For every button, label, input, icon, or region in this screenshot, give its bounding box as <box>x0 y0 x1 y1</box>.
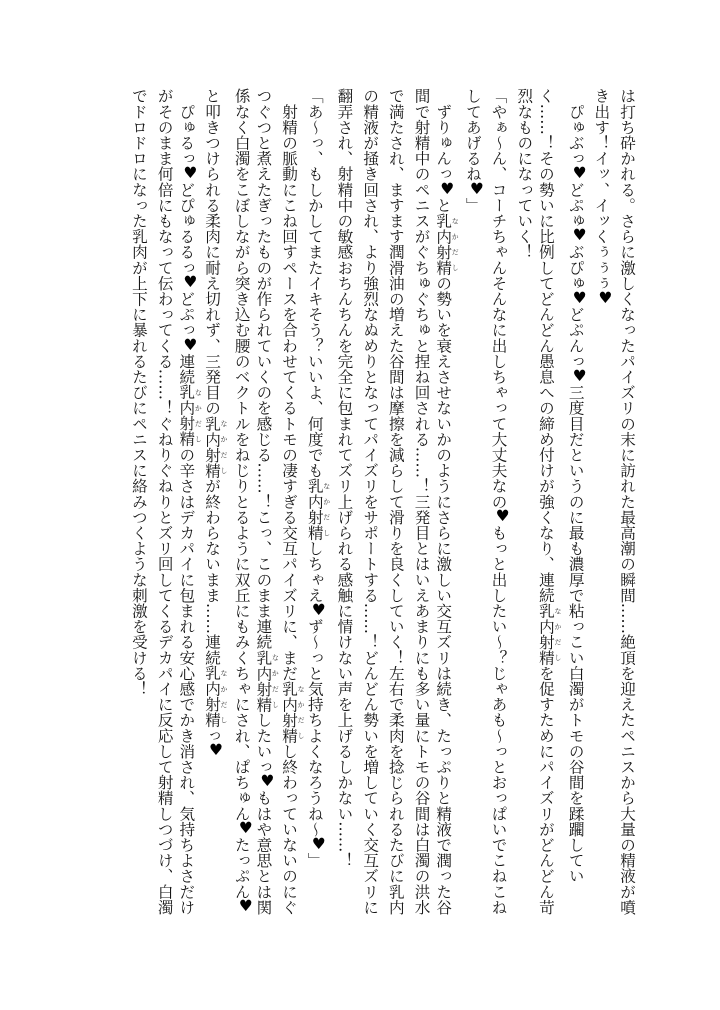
text-column <box>562 88 588 933</box>
text-run: ぴゅるっ <box>177 88 196 166</box>
ruby-reading: なかだし <box>322 478 331 541</box>
heart-icon: ♥ <box>572 288 587 307</box>
text-run: を促すためにパイズリがどんどん苛 <box>536 665 555 915</box>
ruby-reading: なかだし <box>553 602 562 666</box>
ruby-reading: なかだし <box>451 212 460 276</box>
ruby-reading: なかだし <box>220 415 228 479</box>
heart-icon: ♥ <box>183 164 198 182</box>
text-run: き出す！イッ、イッくぅぅぅ <box>592 88 611 291</box>
text-run: と <box>434 197 453 213</box>
text-run: もはや意思とは関 <box>254 790 273 915</box>
text-run: っ <box>203 727 221 744</box>
text-run: たっぷん <box>232 836 251 900</box>
text-run: したいっ <box>254 712 273 775</box>
ruby-base: 乳内射精 <box>305 478 324 541</box>
text-run: ぶぴゅ <box>566 244 585 291</box>
text-column <box>588 88 614 933</box>
text-run: し終わっていないのにぐ <box>280 743 299 915</box>
ruby-word <box>305 478 331 541</box>
ruby-reading: なかだし <box>194 384 203 447</box>
ruby-word <box>177 384 203 447</box>
heart-icon: ♥ <box>440 179 455 198</box>
ruby-word <box>280 680 306 744</box>
text-column <box>305 88 331 933</box>
text-run: は打ち砕かれる。さらに激しくなったパイズリの末に訪れた最高潮の瞬間……絶頂を迎えたペニスから大量の精液が噴 <box>618 88 636 915</box>
text-column <box>202 88 228 933</box>
ruby-word <box>203 665 228 728</box>
heart-icon: ♥ <box>495 507 510 526</box>
ruby-base: 乳内射精 <box>536 602 555 666</box>
text-run: 烈なものになっていく！ <box>515 88 534 260</box>
text-run: ずりゅんっ <box>434 88 453 182</box>
text-column <box>151 88 177 933</box>
text-run: つぐつと煮えたぎったものが作られていくのを感じる……！こっ、このまま連続 <box>254 88 273 650</box>
text-run: でドロドロになった乳肉が上下に暴れるたびにペニスに絡みつくような刺激を受ける！ <box>129 88 148 697</box>
text-column <box>382 88 408 933</box>
text-column <box>228 88 254 933</box>
ruby-word <box>203 415 228 479</box>
vertical-text-body <box>125 88 639 933</box>
heart-icon: ♥ <box>572 366 587 385</box>
text-run: 「あ〜っ、もしかしてまたイキそう？いいよ、何度でも <box>305 88 324 478</box>
text-run: どぷんっ <box>566 306 585 369</box>
heart-icon: ♥ <box>469 179 484 198</box>
heart-icon: ♥ <box>311 600 326 619</box>
ruby-word <box>434 212 460 276</box>
text-column <box>613 88 639 933</box>
ruby-reading: なかだし <box>271 649 280 712</box>
text-run: が終わらないまま……連続 <box>203 478 221 666</box>
text-column <box>356 88 382 933</box>
text-run: もっと出したい〜？じゃあも〜っとおっぱいでこねこね <box>489 524 508 915</box>
text-run: 翻弄され、射精中の敏感おちんちんを完全に包まれてズリ上げられる感触に情けない声を上げるしかない……！ <box>335 88 354 868</box>
text-run: どぷゅ <box>566 181 585 229</box>
ruby-base: 乳内射精 <box>203 665 221 728</box>
ruby-word <box>254 649 280 712</box>
heart-icon: ♥ <box>572 226 587 245</box>
ruby-base: 乳内射精 <box>177 384 196 447</box>
text-run: の精液が掻き回され、より強烈なぬめりとなってパイズリをサポートする……！どんどん勢いを増していく交互ズリに <box>361 88 380 915</box>
text-run: がそのまま何倍にもなって伝わってくる……！ぐねりぐねりとズリ回してくるデカパイに反応して射精しつづけ、白濁 <box>155 88 174 915</box>
heart-icon: ♥ <box>183 335 198 354</box>
ruby-word <box>536 602 562 666</box>
text-run: ぴゅぶっ <box>566 88 585 166</box>
heart-icon: ♥ <box>598 288 613 307</box>
text-run: の勢いを衰えさせないかのようにさらに激しい交互ズリは続き、たっぷりと精液で潤った谷 <box>434 275 453 915</box>
ruby-reading: なかだし <box>297 680 306 744</box>
text-run: く……！その勢いに比例してどんどん愚息への締め付けが強くなり、連続 <box>536 88 555 603</box>
text-run: どぴゅるるっ <box>177 181 196 276</box>
text-column <box>459 88 485 933</box>
heart-icon: ♥ <box>209 741 223 760</box>
heart-icon: ♥ <box>572 164 587 182</box>
heart-icon: ♥ <box>260 772 275 791</box>
text-run: 「やぁ〜ん、コーチちゃんそんなに出しちゃって大丈夫なの <box>489 88 508 510</box>
text-run: 間で射精中のペニスがぐちゅぐちゅと捏ね回される……！三発目とはいえあまりにも多い量にトモの谷間は白濁の洪水 <box>412 88 431 915</box>
text-run: ず〜っと気持ちよくなろうね〜 <box>305 618 324 837</box>
text-run: で満たされ、ますます潤滑油の増えた谷間は摩擦を減らして滑りを良くしていく！左右で柔肉を捻じられるたびに乳内 <box>386 88 405 915</box>
text-run: の辛さはデカパイに包まれる安心感でかき消され、気持ちよさだけ <box>177 446 196 915</box>
text-run: してあげるね <box>463 88 482 182</box>
text-run: 」 <box>463 197 482 213</box>
text-run: どぷっ <box>177 290 196 338</box>
text-column <box>434 88 460 933</box>
text-column <box>125 88 151 933</box>
heart-icon: ♥ <box>238 897 253 916</box>
ruby-base: 乳内射精 <box>280 680 299 744</box>
text-column <box>485 88 511 933</box>
text-run: 係なく白濁をこぼしながら突き込む腰のベクトルをねじりとるように双丘にもみくちゃにされ、ぱちゅん <box>232 88 251 822</box>
ruby-reading: なかだし <box>220 665 228 728</box>
text-run: 連続 <box>177 353 196 385</box>
text-run: 」 <box>305 852 324 869</box>
text-run: しちゃえ <box>305 540 324 603</box>
heart-icon: ♥ <box>183 273 198 292</box>
ruby-base: 乳内射精 <box>254 649 273 712</box>
heart-icon: ♥ <box>238 819 253 838</box>
text-column <box>408 88 434 933</box>
text-run: 三度目だというのに最も濃厚で粘っこい白濁がトモの谷間を蹂躙してい <box>566 384 585 884</box>
ruby-base: 乳内射精 <box>203 415 221 479</box>
heart-icon: ♥ <box>311 834 326 853</box>
text-run: と叩きつけられる柔肉に耐え切れず、三発目の <box>203 88 221 416</box>
ruby-base: 乳内射精 <box>434 212 453 276</box>
text-column <box>536 88 562 933</box>
text-column <box>331 88 357 933</box>
text-run: 射精の脈動にこね回すペースを合わせてくるトモの凄すぎる交互パイズリに、まだ <box>280 88 299 681</box>
